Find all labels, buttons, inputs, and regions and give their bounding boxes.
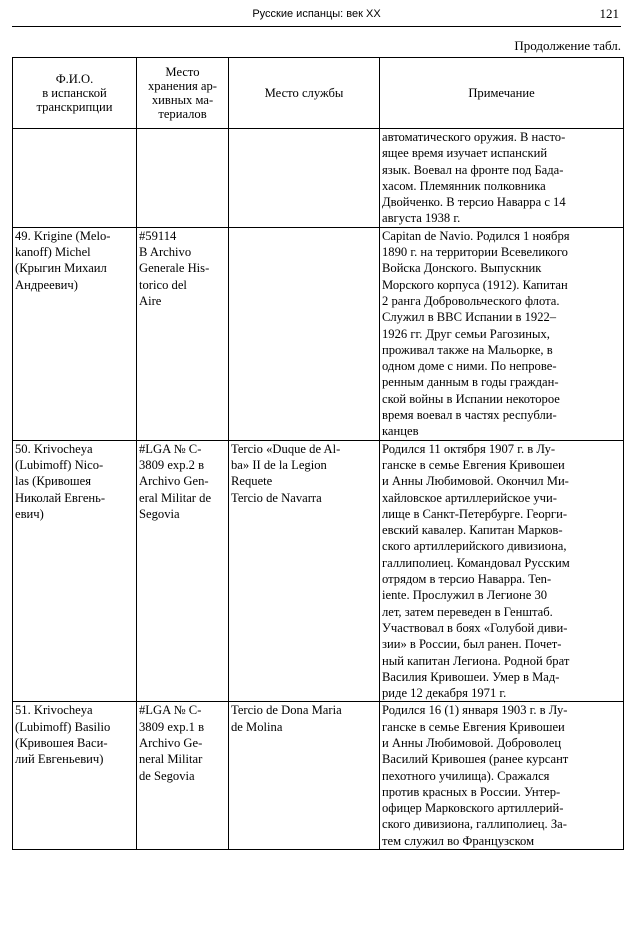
column-header-name — [13, 58, 137, 129]
name-line: las (Кривошея — [15, 474, 92, 489]
notes-line: тем служил во Французском — [382, 833, 535, 848]
notes-line: лет, затем переведен в Генштаб. — [382, 604, 553, 619]
table-row — [13, 702, 624, 850]
header-line: Ф.И.О. — [55, 72, 94, 86]
notes-line: Войска Донского. Выпускник — [382, 261, 542, 276]
name-cell — [13, 129, 137, 228]
notes-line: Двойченко. В терсио Наварра с 14 — [382, 195, 566, 210]
notes-line: хасом. Племянник полковника — [382, 178, 546, 193]
notes-line: офицер Марковского артиллерий- — [382, 801, 564, 816]
service-cell — [229, 702, 380, 850]
table-header-row — [13, 58, 624, 129]
name-line: (Кривошея Васи- — [15, 735, 108, 750]
archive-line: #59114 — [139, 228, 177, 243]
archive-line: Archivo Ge- — [139, 735, 203, 750]
service-cell — [229, 129, 380, 228]
notes-line: ского артиллерийского дивизиона, — [382, 539, 567, 554]
archive-line: B Archivo — [139, 245, 192, 260]
name-line: Николай Евгень- — [15, 490, 106, 505]
name-line: евич) — [15, 506, 44, 521]
archive-line: torico del — [139, 277, 187, 292]
notes-line: Участвовал в боях «Голубой диви- — [382, 620, 568, 635]
notes-cell — [380, 440, 624, 702]
archive-line: 3809 exp.2 в — [139, 457, 205, 472]
header-line: Место — [165, 65, 200, 79]
page-number: 121 — [599, 6, 619, 21]
notes-line: лище в Санкт-Петербурге. Георги- — [382, 506, 568, 521]
name-line: (Lubimoff) Basilio — [15, 719, 111, 734]
continuation-label: Продолжение табл. — [514, 38, 621, 53]
name-line: kanoff) Michel — [15, 245, 91, 260]
notes-line: риде 12 декабря 1971 г. — [382, 686, 507, 701]
notes-line: автоматического оружия. В насто- — [382, 130, 566, 144]
name-line: 49. Krigine (Melo- — [15, 228, 111, 243]
notes-line: Василий Кривошея (ранее курсант — [382, 752, 569, 767]
service-line: Requete — [231, 474, 273, 489]
notes-line: ренным данным в годы граждан- — [382, 375, 559, 390]
notes-line: Василия Кривошеи. Умер в Мад- — [382, 669, 560, 684]
notes-line: отрядом в терсио Наварра. Ten- — [382, 572, 552, 587]
service-line: Tercio de Dona Maria — [231, 703, 342, 718]
service-line: Tercio «Duque de Al- — [231, 441, 341, 456]
name-line: 50. Krivocheya — [15, 441, 93, 456]
notes-cell — [380, 227, 624, 440]
archive-line: 3809 exp.1 в — [139, 719, 205, 734]
name-line: Андреевич) — [15, 277, 78, 292]
notes-line: Морского корпуса (1912). Капитан — [382, 277, 568, 292]
notes-cell — [380, 702, 624, 850]
notes-line: хайловское артиллерийское учи- — [382, 490, 557, 505]
archive-cell — [137, 129, 229, 228]
notes-line: 1890 г. на территории Всевеликого — [382, 245, 568, 260]
service-line: Tercio de Navarra — [231, 490, 322, 505]
archive-line: Generale His- — [139, 261, 210, 276]
notes-line: 2 ранга Добровольческого флота. — [382, 293, 560, 308]
notes-line: iente. Прослужил в Легионе 30 — [382, 588, 548, 603]
notes-line: 1926 гг. Друг семьи Рагозиных, — [382, 326, 550, 341]
header-line: в испанской — [42, 86, 107, 100]
header-line: хивных ма- — [151, 93, 214, 107]
notes-line: галлиполиец. Командовал Русским — [382, 555, 570, 570]
name-cell — [13, 702, 137, 850]
archive-cell — [137, 227, 229, 440]
notes-line: и Анны Любимовой. Доброволец — [382, 735, 562, 750]
table-row — [13, 440, 624, 702]
service-cell — [229, 227, 380, 440]
notes-line: ского дивизиона, галлиполиец. За- — [382, 817, 567, 832]
table-row — [13, 227, 624, 440]
notes-cell — [380, 129, 624, 228]
notes-line: ской войны в Испании некоторое — [382, 391, 560, 406]
notes-line: ный капитан Легиона. Родной брат — [382, 653, 570, 668]
notes-line: и Анны Любимовой. Окончил Ми- — [382, 474, 569, 489]
name-cell — [13, 440, 137, 702]
column-header-archive — [137, 58, 229, 129]
header-line: хранения ар- — [147, 79, 217, 93]
notes-line: одном доме с ними. По непрове- — [382, 359, 557, 374]
notes-line: зии» в России, был ранен. Почет- — [382, 637, 562, 652]
notes-line: Родился 11 октября 1907 г. в Лу- — [382, 441, 556, 456]
service-cell — [229, 440, 380, 702]
notes-line: Служил в ВВС Испании в 1922– — [382, 310, 557, 325]
notes-line: ящее время изучает испанский — [382, 146, 548, 161]
header-line: териалов — [158, 107, 207, 121]
notes-line: против красных в России. Унтер- — [382, 784, 561, 799]
service-line: de Molina — [231, 719, 283, 734]
archive-line: Archivo Gen- — [139, 474, 209, 489]
column-header-service: Место службы — [229, 58, 380, 129]
column-header-notes: Примечание — [380, 58, 624, 129]
name-cell — [13, 227, 137, 440]
notes-line: проживал также на Мальорке, в — [382, 342, 553, 357]
archive-cell — [137, 702, 229, 850]
archive-line: #LGA № C- — [139, 441, 202, 456]
name-line: (Крыгин Михаил — [15, 261, 107, 276]
notes-line: ганске в семье Евгения Кривошеи — [382, 719, 565, 734]
notes-line: ганске в семье Евгения Кривошеи — [382, 457, 565, 472]
notes-line: евский кавалер. Капитан Марков- — [382, 523, 563, 538]
notes-line: Родился 16 (1) января 1903 г. в Лу- — [382, 703, 568, 718]
notes-line: язык. Воевал на фронте под Бада- — [382, 162, 564, 177]
personnel-table — [12, 57, 624, 850]
service-line: ba» II de la Legion — [231, 457, 327, 472]
name-line: лий Евгеньевич) — [15, 752, 104, 767]
notes-line: канцев — [382, 424, 419, 439]
notes-line: время воевал в частях республи- — [382, 408, 557, 423]
running-header — [12, 6, 621, 27]
running-title: Русские испанцы: век XX — [252, 8, 381, 20]
archive-line: eral Militar de — [139, 490, 212, 505]
name-line: (Lubimoff) Nico- — [15, 457, 104, 472]
table-row — [13, 129, 624, 228]
archive-line: de Segovia — [139, 768, 195, 783]
notes-line: Capitan de Navio. Родился 1 ноября — [382, 228, 570, 243]
archive-cell — [137, 440, 229, 702]
name-line: 51. Krivocheya — [15, 703, 93, 718]
notes-line: августа 1938 г. — [382, 211, 461, 226]
archive-line: Aire — [139, 293, 162, 308]
archive-line: neral Militar — [139, 752, 203, 767]
header-line: транскрипции — [36, 100, 113, 114]
archive-line: Segovia — [139, 506, 180, 521]
notes-line: пехотного училища). Сражался — [382, 768, 550, 783]
archive-line: #LGA № C- — [139, 703, 202, 718]
